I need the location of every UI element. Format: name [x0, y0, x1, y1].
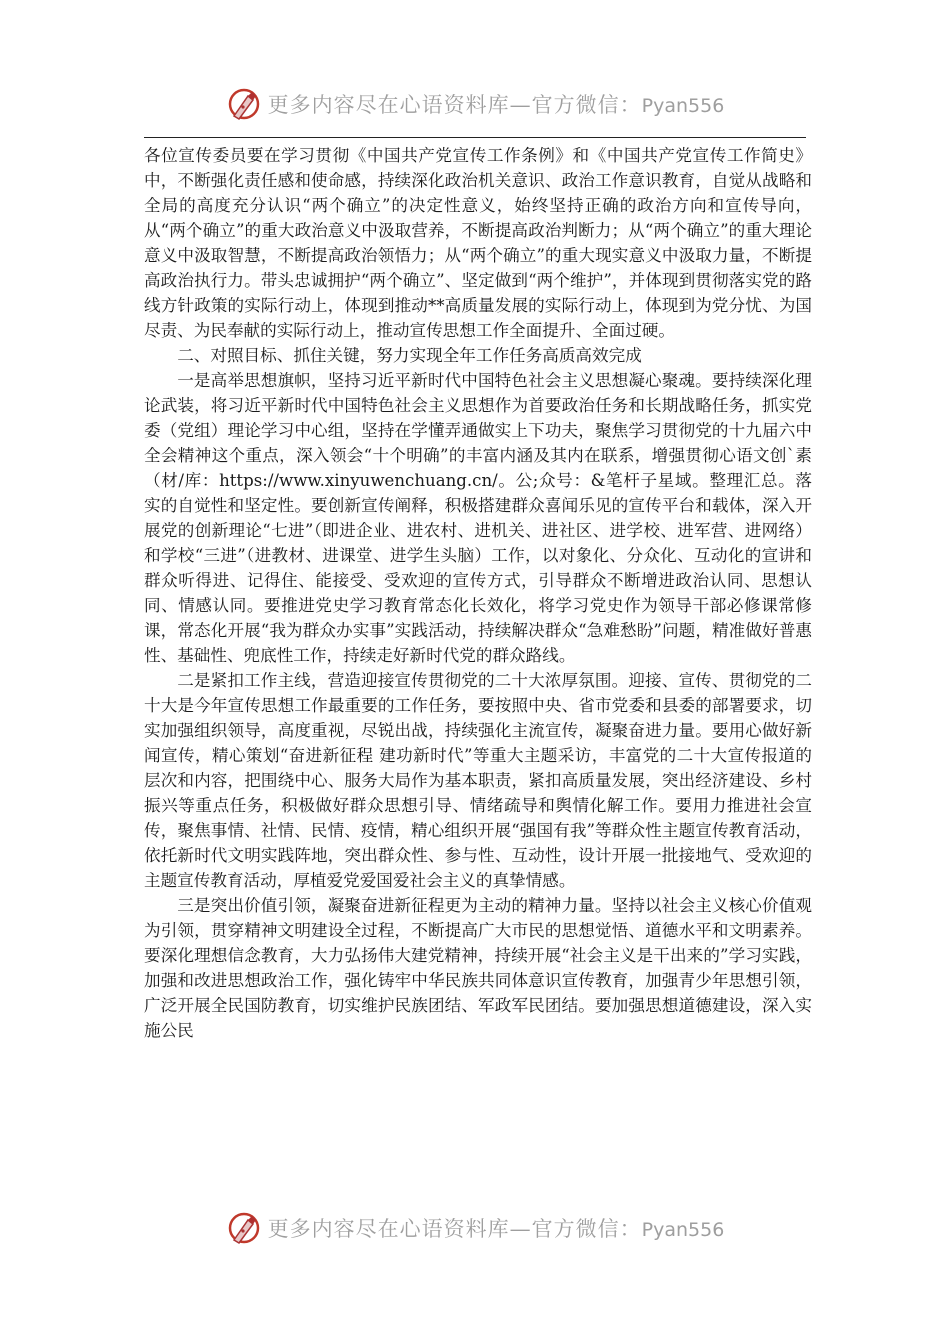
- footer-banner: [0, 1206, 950, 1250]
- header-banner-text: 更多内容尽在心语资料库—官方微信：Pyan556: [267, 93, 725, 117]
- footer-banner-text: 更多内容尽在心语资料库—官方微信：Pyan556: [267, 1217, 725, 1241]
- paragraph: 二是紧扣工作主线，营造迎接宣传贯彻党的二十大浓厚氛围。迎接、宣传、贯彻党的二十大是今年宣传思想工作最重要的工作任务，要按照中央、省市党委和县委的部署要求，切实加强组织领导，高度重视，尽锐出战，持续强化主流宣传，凝聚奋进力量。要用心做好新闻宣传，精心策划“奋进新征程 建功新时代”等重大主题采访，丰富党的二十大宣传报道的层次和内容，把围绕中心、服务大局作为基本职责，紧扣高质量发展，突出经济建设、乡村振兴等重点任务，积极做好群众思想引导、情绪疏导和舆情化解工作。要用力推进社会宣传，聚焦事情、社情、民情、疫情，精心组织开展“强国有我”等群众性主题宣传教育活动，依托新时代文明实践阵地，突出群众性、参与性、互动性，设计开展一批接地气、受欢迎的主题宣传教育活动，厚植爱党爱国爱社会主义的真挚情感。: [144, 671, 812, 890]
- paragraph: 各位宣传委员要在学习贯彻《中国共产党宣传工作条例》和《中国共产党宣传工作简史》中，不断强化责任感和使命感，持续深化政治机关意识、政治工作意识教育，自觉从战略和全局的高度充分认识“两个确立”的决定性意义，始终坚持正确的政治方向和宣传导向，从“两个确立”的重大政治意义中汲取营养，不断提高政治判断力；从“两个确立”的重大理论意义中汲取智慧，不断提高政治领悟力；从“两个确立”的重大现实意义中汲取力量，不断提高政治执行力。带头忠诚拥护“两个确立”、坚定做到“两个维护”，并体现到贯彻落实党的路线方针政策的实际行动上，体现到推动**高质量发展的实际行动上，体现到为党分忧、为国尽责、为民奉献的实际行动上，推动宣传思想工作全面提升、全面过硬。: [144, 146, 812, 340]
- header-banner: [0, 82, 950, 126]
- document-body: [144, 143, 812, 1043]
- paragraph: 三是突出价值引领，凝聚奋进新征程更为主动的精神力量。坚持以社会主义核心价值观为引领，贯穿精神文明建设全过程，不断提高广大市民的思想觉悟、道德水平和文明素养。要深化理想信念教育，大力弘扬伟大建党精神，持续开展“社会主义是干出来的”学习实践，加强和改进思想政治工作，强化铸牢中华民族共同体意识宣传教育，加强青少年思想引领，广泛开展全民国防教育，切实维护民族团结、军政军民团结。要加强思想道德建设，深入实施公民: [144, 896, 812, 1040]
- pen-nib-logo-icon: [226, 1210, 262, 1246]
- section-heading: 二、对照目标、抓住关键，努力实现全年工作任务高质高效完成: [177, 346, 642, 365]
- pen-nib-logo-icon: [226, 86, 262, 122]
- header-divider: [144, 137, 806, 138]
- paragraph: 一是高举思想旗帜，坚持习近平新时代中国特色社会主义思想凝心聚魂。要持续深化理论武装，将习近平新时代中国特色社会主义思想作为首要政治任务和长期战略任务，抓实党委（党组）理论学习中心组，坚持在学懂弄通做实上下功夫，聚焦学习贯彻党的十九届六中全会精神这个重点，深入领会“十个明确”的丰富内涵及其内在联系，增强贯彻心语文创`素（材/库：https://www.xinyuwenchuang.cn/。公;众号：&笔杆子星域。整理汇总。落实的自觉性和坚定性。要创新宣传阐释，积极搭建群众喜闻乐见的宣传平台和载体，深入开展党的创新理论“七进”（即进企业、进农村、进机关、进社区、进学校、进军营、进网络）和学校“三进”（进教材、进课堂、进学生头脑）工作，以对象化、分众化、互动化的宣讲和群众听得进、记得住、能接受、受欢迎的宣传方式，引导群众不断增进政治认同、思想认同、情感认同。要推进党史学习教育常态化长效化，将学习党史作为领导干部必修课常修课，常态化开展“我为群众办实事”实践活动，持续解决群众“急难愁盼”问题，精准做好普惠性、基础性、兜底性工作，持续走好新时代党的群众路线。: [144, 371, 812, 665]
